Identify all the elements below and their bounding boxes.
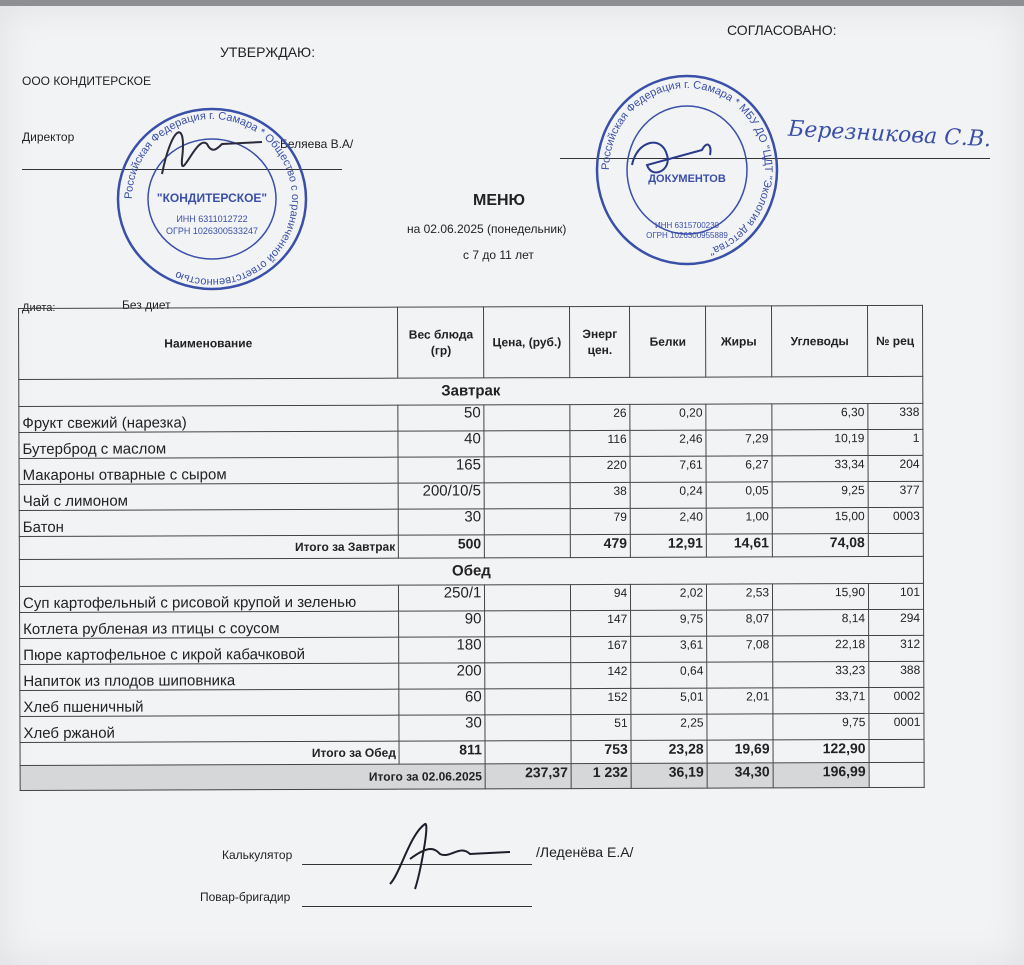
dish-fat	[707, 662, 773, 688]
dish-name: Хлеб ржаной	[20, 715, 399, 742]
dish-weight: 250/1	[399, 585, 485, 611]
table-row	[19, 455, 923, 484]
dish-weight: 180	[399, 637, 485, 663]
dish-protein: 3,61	[631, 636, 707, 662]
dish-weight: 50	[398, 405, 484, 431]
dish-carbs: 8,14	[773, 610, 869, 636]
menu-table-body	[19, 376, 924, 790]
col-header-price: Цена, (руб.)	[484, 307, 570, 378]
dish-price	[485, 509, 571, 535]
col-header-weight: Вес блюда (гр)	[398, 307, 484, 378]
dish-energy: 142	[571, 662, 631, 688]
dish-protein: 2,40	[630, 508, 706, 534]
dish-protein: 0,64	[631, 662, 707, 688]
dish-recipe-number: 0003	[868, 507, 923, 533]
section-total-fat: 19,69	[707, 740, 773, 763]
col-header-energy: Энерг цен.	[570, 306, 630, 377]
grand-total-row	[20, 762, 924, 790]
dish-name: Пюре картофельное с икрой кабачковой	[20, 637, 399, 664]
table-row	[20, 687, 924, 716]
dish-fat	[706, 404, 772, 430]
dish-energy: 116	[570, 430, 630, 456]
table-row	[19, 429, 923, 458]
dish-weight: 165	[398, 457, 484, 483]
dish-carbs: 9,75	[773, 714, 869, 740]
document-page	[0, 6, 1024, 965]
organization-name: ООО КОНДИТЕРСКОЕ	[22, 74, 152, 88]
page-title: МЕНЮ	[473, 192, 526, 209]
section-total-empty-cell	[869, 739, 924, 762]
dish-recipe-number: 294	[869, 609, 924, 635]
table-row	[19, 583, 923, 612]
dish-fat: 2,01	[707, 688, 773, 714]
dish-price	[484, 431, 570, 457]
dish-name: Суп картофельный с рисовой крупой и зеленью	[19, 585, 398, 612]
svg-text:Российская Федерация г. Самара: Российская Федерация г. Самара * Общество с ограниченной ответственностью	[122, 109, 302, 289]
dish-recipe-number: 204	[868, 455, 923, 481]
director-label: Директор	[22, 130, 75, 144]
section-total-label: Итого за Завтрак	[19, 535, 398, 559]
dish-price	[485, 689, 571, 715]
dish-fat: 7,29	[706, 430, 772, 456]
table-row	[19, 403, 923, 432]
dish-price	[485, 585, 571, 611]
dish-name: Чай с лимоном	[19, 483, 398, 510]
section-total-row	[19, 533, 923, 559]
dish-protein: 9,75	[631, 610, 707, 636]
svg-text:ИНН 6315700230: ИНН 6315700230	[654, 221, 720, 230]
table-row	[19, 507, 923, 536]
svg-text:ИНН 6311012722: ИНН 6311012722	[176, 214, 248, 224]
dish-fat: 6,27	[706, 456, 772, 482]
dish-energy: 147	[571, 610, 631, 636]
section-total-price	[485, 741, 571, 764]
dish-fat: 7,08	[707, 636, 773, 662]
dish-protein: 7,61	[630, 456, 706, 482]
grand-total-protein: 36,19	[631, 763, 707, 788]
right-round-stamp	[592, 70, 782, 270]
svg-text:"КОНДИТЕРСКОЕ": "КОНДИТЕРСКОЕ"	[156, 191, 268, 205]
dish-fat: 0,05	[706, 482, 772, 508]
chef-signature-line	[302, 906, 532, 907]
dish-recipe-number: 0002	[869, 687, 924, 713]
dish-name: Батон	[19, 509, 398, 536]
dish-price	[484, 457, 570, 483]
dish-weight: 90	[399, 611, 485, 637]
grand-total-energy: 1 232	[571, 763, 631, 788]
section-title: Обед	[19, 556, 923, 586]
section-total-carbs: 74,08	[772, 534, 868, 557]
dish-fat: 8,07	[707, 610, 773, 636]
dish-carbs: 33,34	[772, 456, 868, 482]
dish-fat: 2,53	[707, 584, 773, 610]
dish-price	[484, 405, 570, 431]
age-group: с 7 до 11 лет	[463, 248, 534, 262]
grand-total-price: 237,37	[485, 764, 571, 789]
calculator-name: /Леденёва Е.А/	[536, 844, 634, 860]
dish-name: Фрукт свежий (нарезка)	[19, 405, 398, 432]
dish-carbs: 33,23	[773, 662, 869, 688]
dish-recipe-number: 377	[868, 481, 923, 507]
dish-carbs: 33,71	[773, 688, 869, 714]
director-name: Беляева В.А/	[280, 137, 354, 151]
dish-name: Напиток из плодов шиповника	[20, 663, 399, 690]
col-header-carbs: Углеводы	[772, 306, 868, 377]
calculator-label: Калькулятор	[222, 848, 293, 862]
dish-energy: 79	[570, 508, 630, 534]
svg-text:Российская Федерация г. Самара: Российская Федерация г. Самара * МБУ ДО "ЦДТ "Экология детства"	[599, 78, 775, 258]
dish-recipe-number: 312	[869, 635, 924, 661]
dish-carbs: 9,25	[772, 482, 868, 508]
diet-label: Диета:	[22, 302, 56, 314]
grand-total-carbs: 196,99	[773, 763, 869, 788]
dish-energy: 26	[570, 404, 630, 430]
dish-weight: 60	[399, 689, 485, 715]
section-total-energy: 753	[571, 740, 631, 763]
dish-price	[485, 611, 571, 637]
dish-fat: 1,00	[706, 508, 772, 534]
dish-energy: 152	[571, 688, 631, 714]
dish-protein: 2,02	[631, 584, 707, 610]
section-total-weight: 811	[399, 741, 485, 764]
dish-name: Котлета рубленая из птицы с соусом	[20, 611, 399, 638]
svg-text:ДОКУМЕНТОВ: ДОКУМЕНТОВ	[648, 173, 726, 185]
section-header-row	[19, 376, 923, 406]
table-row	[20, 713, 924, 742]
agreed-signer-handwritten: Березникова С.В.	[787, 116, 992, 153]
grand-total-fat: 34,30	[707, 763, 773, 788]
dish-protein: 0,20	[630, 404, 706, 430]
dish-protein: 2,25	[631, 714, 707, 740]
dish-energy: 94	[571, 584, 631, 610]
section-total-label: Итого за Обед	[20, 741, 399, 765]
section-total-row	[20, 739, 924, 765]
section-total-empty-cell	[868, 533, 923, 556]
svg-text:ОГРН 1026300533247: ОГРН 1026300533247	[166, 226, 258, 236]
table-row	[20, 609, 924, 638]
dish-protein: 0,24	[630, 482, 706, 508]
table-header-row	[19, 305, 923, 379]
dish-name: Хлеб пшеничный	[20, 689, 399, 716]
table-row	[20, 635, 924, 664]
dish-weight: 200/10/5	[399, 483, 485, 509]
left-round-stamp	[112, 104, 312, 294]
agreed-label: СОГЛАСОВАНО:	[727, 22, 837, 38]
section-title: Завтрак	[19, 376, 923, 406]
dish-recipe-number: 388	[869, 661, 924, 687]
section-total-weight: 500	[399, 535, 485, 558]
section-total-energy: 479	[571, 534, 631, 557]
section-total-fat: 14,61	[706, 534, 772, 557]
dish-price	[485, 637, 571, 663]
col-header-protein: Белки	[630, 306, 706, 377]
section-total-protein: 12,91	[630, 534, 706, 557]
dish-energy: 51	[571, 714, 631, 740]
dish-carbs: 22,18	[773, 636, 869, 662]
col-header-name: Наименование	[19, 307, 399, 379]
dish-price	[484, 483, 570, 509]
calculator-signature	[380, 814, 520, 894]
table-row	[20, 661, 924, 690]
dish-recipe-number: 1	[868, 429, 923, 455]
section-header-row	[19, 556, 923, 586]
dish-price	[485, 715, 571, 741]
svg-text:ОГРН 1026300955889: ОГРН 1026300955889	[646, 231, 728, 240]
dish-carbs: 15,00	[772, 508, 868, 534]
section-total-protein: 23,28	[631, 740, 707, 763]
dish-recipe-number: 101	[868, 583, 923, 609]
section-total-price	[485, 535, 571, 558]
dish-energy: 220	[570, 456, 630, 482]
section-total-carbs: 122,90	[773, 740, 869, 763]
dish-weight: 30	[399, 715, 485, 741]
menu-table	[18, 305, 925, 791]
diet-value: Без диет	[122, 298, 171, 312]
dish-energy: 167	[571, 636, 631, 662]
dish-weight: 40	[398, 431, 484, 457]
dish-recipe-number: 0001	[869, 713, 924, 739]
dish-energy: 38	[570, 482, 630, 508]
dish-weight: 30	[399, 509, 485, 535]
dish-recipe-number: 338	[868, 403, 923, 429]
dish-name: Бутерброд с маслом	[19, 431, 398, 458]
dish-carbs: 10,19	[772, 430, 868, 456]
dish-name: Макароны отварные с сыром	[19, 457, 398, 484]
menu-date: на 02.06.2025 (понедельник)	[407, 222, 567, 236]
col-header-recipe: № рец	[867, 305, 922, 376]
approve-label: УТВЕРЖДАЮ:	[220, 44, 316, 60]
dish-carbs: 15,90	[773, 584, 869, 610]
dish-protein: 2,46	[630, 430, 706, 456]
grand-total-empty-cell	[869, 762, 924, 787]
grand-total-label: Итого за 02.06.2025	[20, 764, 485, 791]
table-row	[19, 481, 923, 510]
dish-fat	[707, 714, 773, 740]
dish-protein: 5,01	[631, 688, 707, 714]
dish-price	[485, 663, 571, 689]
col-header-fat: Жиры	[706, 306, 772, 377]
dish-weight: 200	[399, 663, 485, 689]
dish-carbs: 6,30	[772, 404, 868, 430]
chef-label: Повар-бригадир	[200, 890, 291, 904]
